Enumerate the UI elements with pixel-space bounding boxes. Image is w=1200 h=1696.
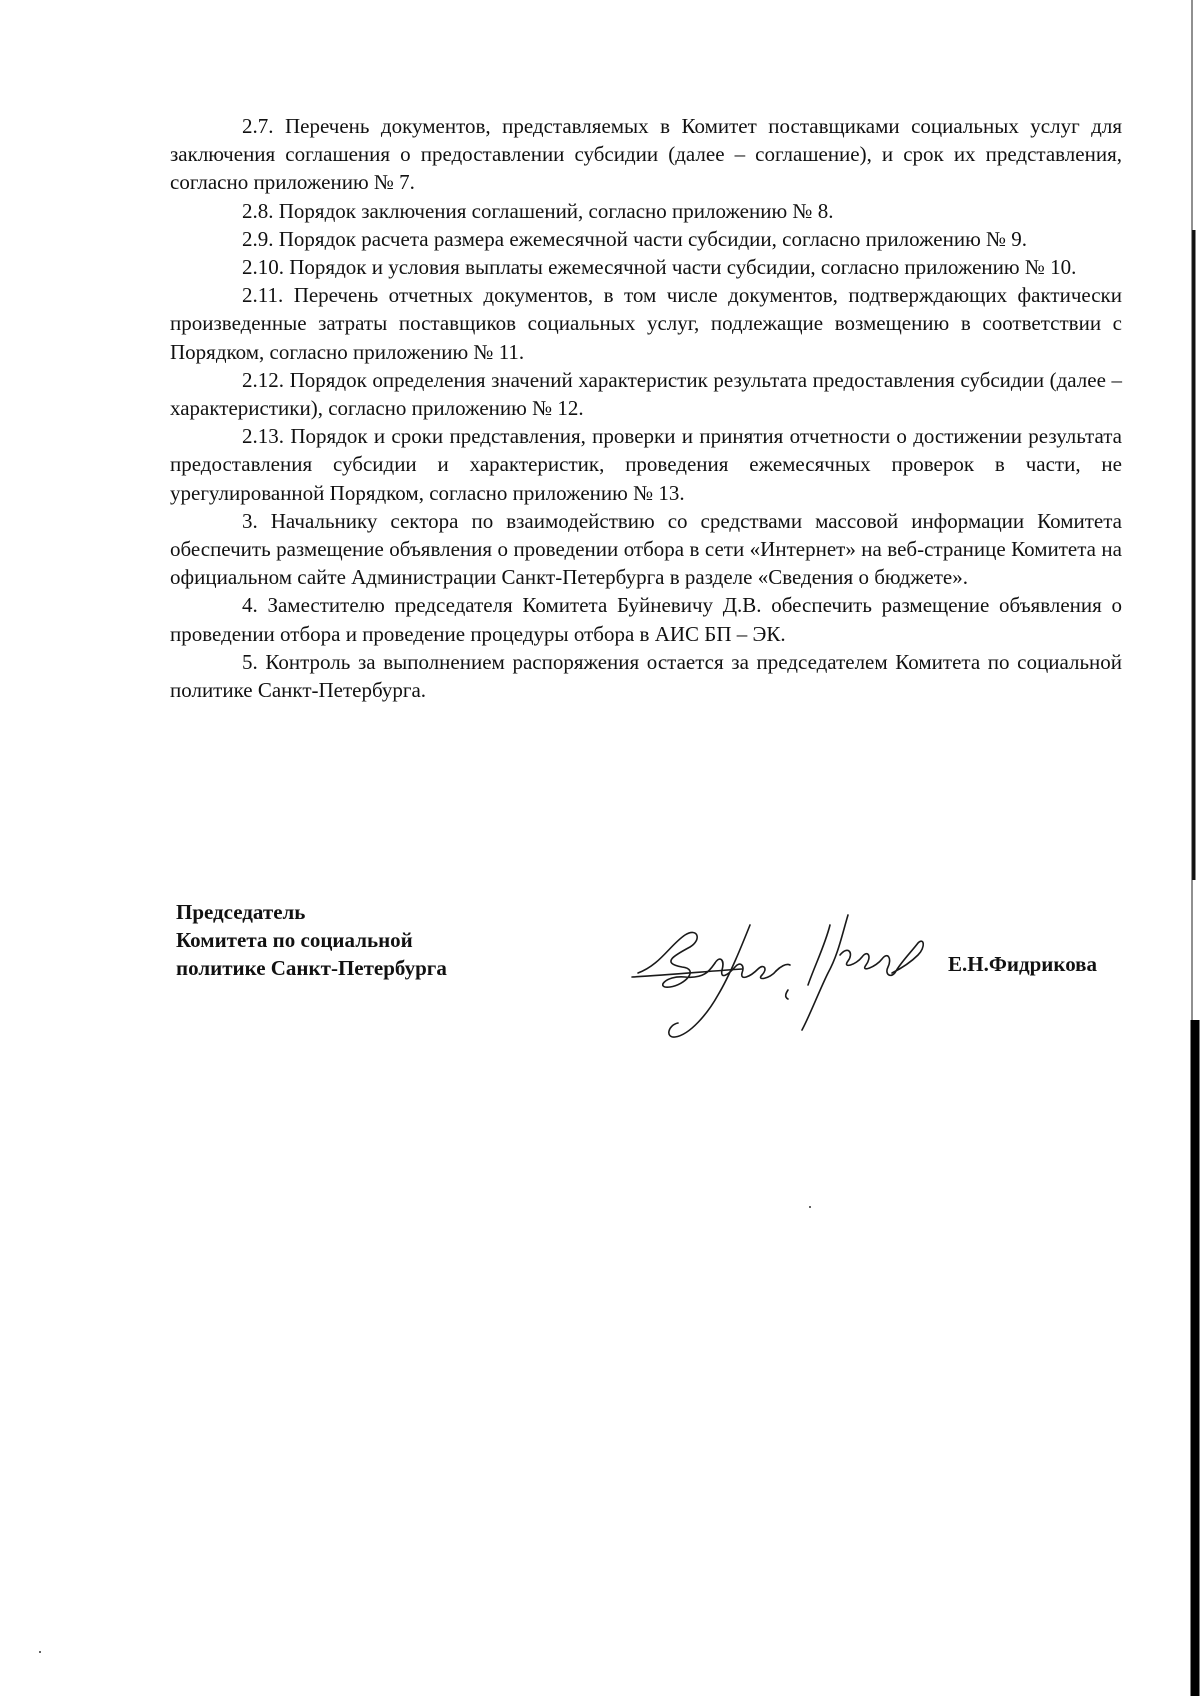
- paragraph-2-13: 2.13. Порядок и сроки представления, проверки и принятия отчетности о достижении результата предоставления субсидии и характеристик, проведения ежемесячных проверок в части, не урегулированной Порядком, согласно приложению № 13.: [170, 424, 1122, 505]
- signatory-name: Е.Н.Фидрикова: [948, 952, 1098, 976]
- signatory-position-line: Комитета по социальной: [176, 928, 413, 952]
- paragraph-2-7: 2.7. Перечень документов, представляемых в Комитет поставщиками социальных услуг для заключения соглашения о предоставлении субсидии (далее – соглашение), и срок их представления, согласно приложению № 7.: [170, 114, 1122, 195]
- paragraph-2-9: 2.9. Порядок расчета размера ежемесячной части субсидии, согласно приложению № 9.: [242, 226, 1028, 251]
- paragraph-2-11: 2.11. Перечень отчетных документов, в том числе документов, подтверждающих фактически произведенные затраты поставщиков социальных услуг, подлежащие возмещению в соответствии с Порядком, согласно приложению № 11.: [170, 283, 1122, 364]
- handwritten-signature: [630, 885, 950, 1045]
- paragraph-2-10: 2.10. Порядок и условия выплаты ежемесячной части субсидии, согласно приложению № 10.: [242, 255, 1077, 280]
- paragraph-2-12: 2.12. Порядок определения значений характеристик результата предоставления субсидии (далее – характеристики), согласно приложению № 12.: [170, 367, 1122, 421]
- signatory-position-line: Председатель: [176, 900, 306, 924]
- signatory-position-line: политике Санкт-Петербурга: [176, 956, 447, 980]
- signatory-position: [176, 898, 447, 982]
- paragraph-3: 3. Начальнику сектора по взаимодействию со средствами массовой информации Комитета обеспечить размещение объявления о проведении отбора в сети «Интернет» на веб-странице Комитета на официальном сайте Администрации Санкт-Петербурга в разделе «Сведения о бюджете».: [170, 508, 1122, 590]
- paragraph-2-8: 2.8. Порядок заключения соглашений, согласно приложению № 8.: [242, 198, 834, 223]
- document-body: [170, 112, 1122, 704]
- paragraph-4: 4. Заместителю председателя Комитета Буйневичу Д.В. обеспечить размещение объявления о проведении отбора и проведение процедуры отбора в АИС БП – ЭК.: [170, 593, 1122, 646]
- paragraph-5: 5. Контроль за выполнением распоряжения остается за председателем Комитета по социальной политике Санкт-Петербурга.: [170, 649, 1122, 703]
